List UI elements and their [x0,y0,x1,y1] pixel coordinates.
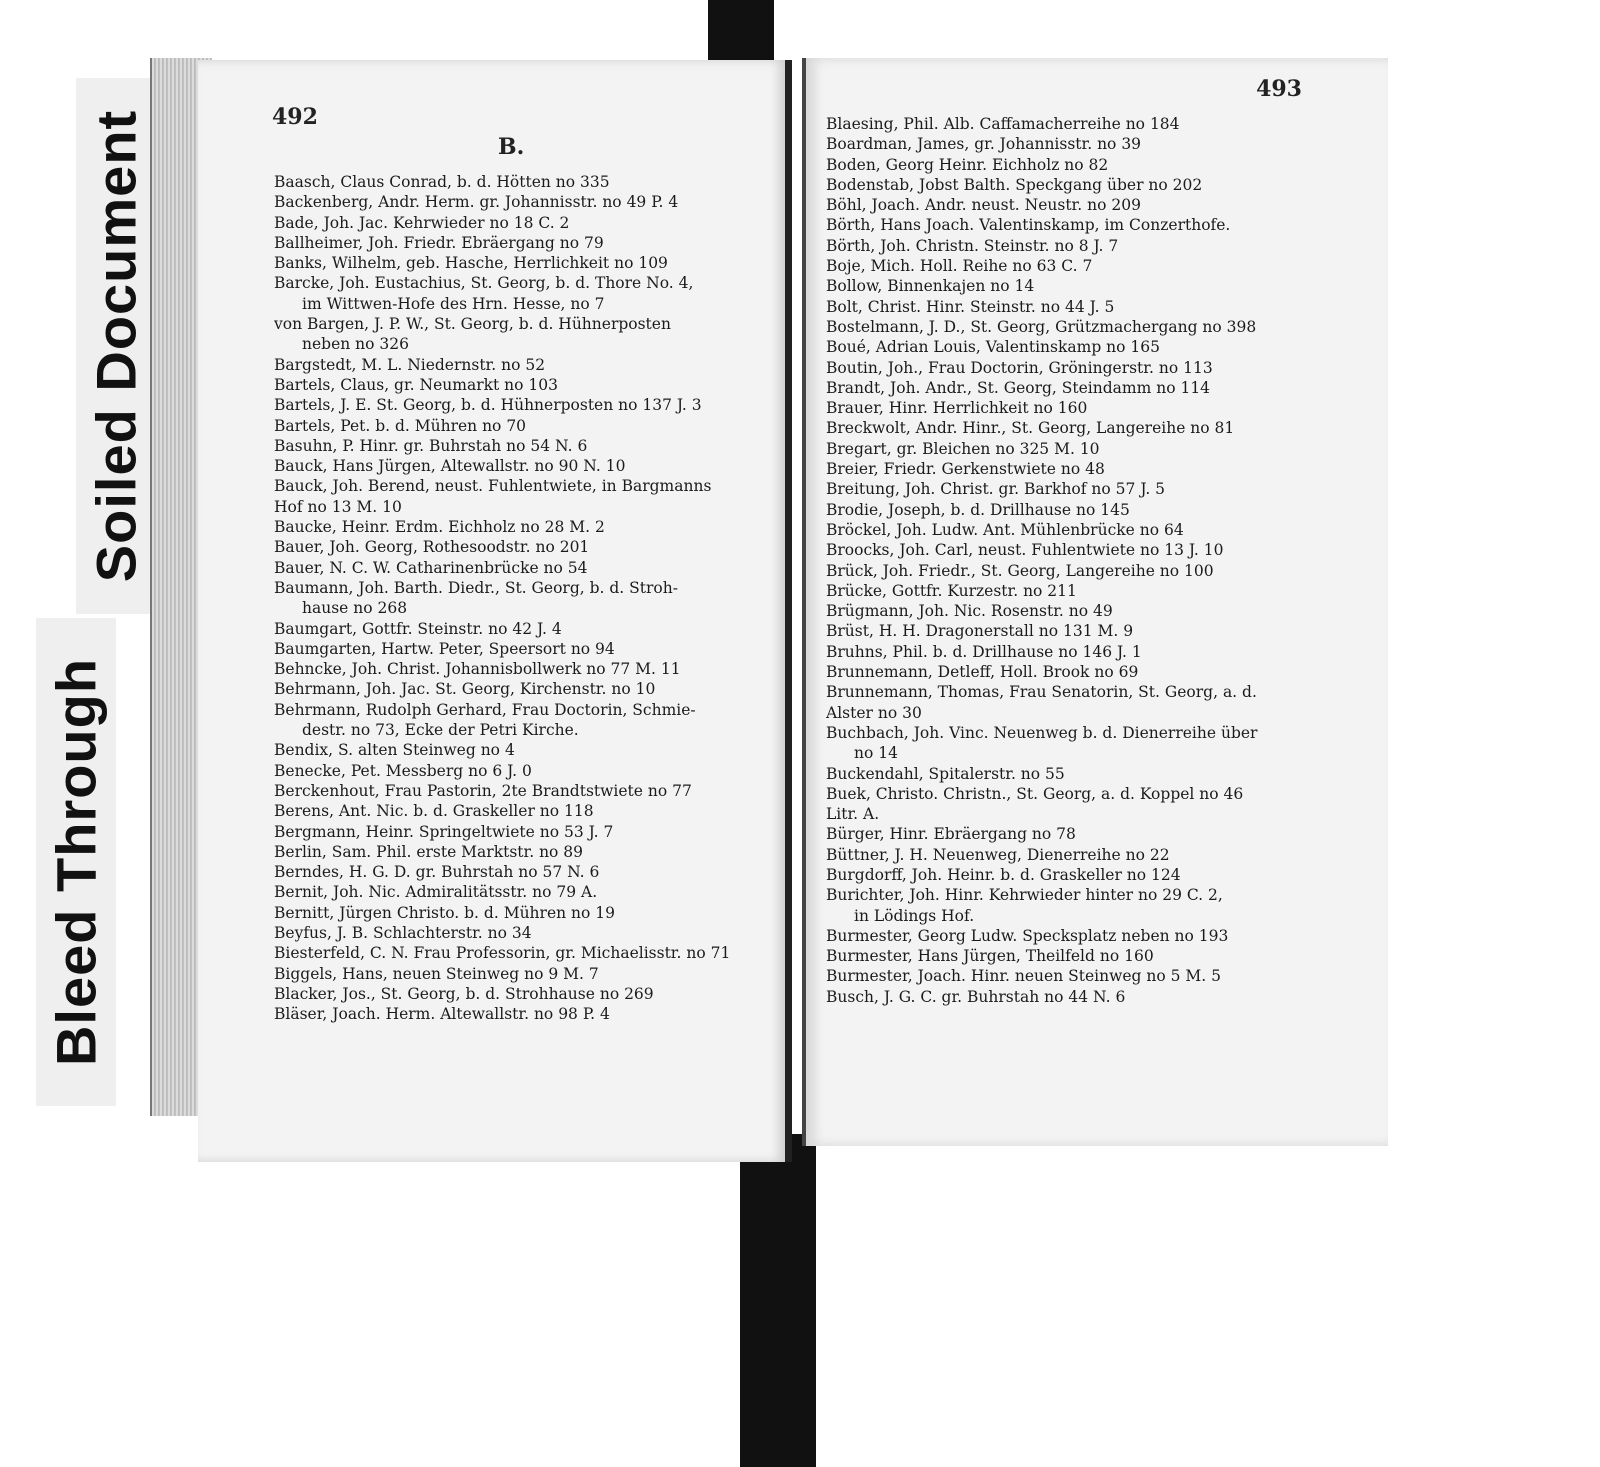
list-item: Biesterfeld, C. N. Frau Professorin, gr. Michaelisstr. no 71 [274,944,731,963]
list-item: neben no 326 [302,335,409,354]
list-item: Bläser, Joach. Herm. Altewallstr. no 98 P. 4 [274,1005,610,1024]
list-item: Buek, Christo. Christn., St. Georg, a. d. Koppel no 46 [826,784,1244,803]
list-item: Brügmann, Joh. Nic. Rosenstr. no 49 [826,602,1113,621]
list-item: Börth, Joh. Christn. Steinstr. no 8 J. 7 [826,236,1119,255]
list-item: Breitung, Joh. Christ. gr. Barkhof no 57 J. 5 [826,480,1166,499]
right-page [802,58,1388,1146]
list-item: Brücke, Gottfr. Kurzestr. no 211 [826,581,1077,600]
list-item: Burmester, Georg Ludw. Specksplatz neben no 193 [826,926,1229,945]
left-page-number: 492 [272,104,318,130]
list-item: Behncke, Joh. Christ. Johannisbollwerk no 77 M. 11 [274,660,681,679]
list-item: Burmester, Hans Jürgen, Theilfeld no 160 [826,947,1154,966]
list-item: Bauer, N. C. W. Catharinenbrücke no 54 [274,558,588,577]
list-item: Berlin, Sam. Phil. erste Marktstr. no 89 [274,842,584,861]
list-item: Bodenstab, Jobst Balth. Speckgang über no 202 [826,175,1203,194]
list-item: Boué, Adrian Louis, Valentinskamp no 165 [826,338,1160,357]
list-item: Barcke, Joh. Eustachius, St. Georg, b. d. Thore No. 4, [274,274,694,293]
list-item: Basuhn, P. Hinr. gr. Buhrstah no 54 N. 6 [274,436,588,455]
list-item: Bolt, Christ. Hinr. Steinstr. no 44 J. 5 [826,297,1115,316]
list-item: Bauck, Joh. Berend, neust. Fuhlentwiete, in Bargmanns [274,477,712,496]
list-item: Bröckel, Joh. Ludw. Ant. Mühlenbrücke no 64 [826,520,1184,539]
list-item: Baumann, Joh. Barth. Diedr., St. Georg, b. d. Stroh- [274,578,678,597]
list-item: von Bargen, J. P. W., St. Georg, b. d. Hühnerposten [274,315,671,334]
list-item: Burmester, Joach. Hinr. neuen Steinweg no 5 M. 5 [826,967,1221,986]
right-entry-list [826,114,1366,1007]
list-item: in Lödings Hof. [854,906,975,925]
list-item: Boden, Georg Heinr. Eichholz no 82 [826,155,1109,174]
list-item: Brandt, Joh. Andr., St. Georg, Steindamm no 114 [826,378,1211,397]
bleed-through-label [36,618,116,1106]
list-item: hause no 268 [302,599,408,618]
list-item: Brodie, Joseph, b. d. Drillhause no 145 [826,500,1130,519]
book-spine-bottom [740,1134,816,1467]
list-item: Bauer, Joh. Georg, Rothesoodstr. no 201 [274,538,590,557]
list-item: Brauer, Hinr. Herrlichkeit no 160 [826,399,1088,418]
list-item: Börth, Hans Joach. Valentinskamp, im Conzerthofe. [826,216,1231,235]
list-item: Buchbach, Joh. Vinc. Neuenweg b. d. Dienerreihe über [826,723,1258,742]
list-item: Bartels, Pet. b. d. Mühren no 70 [274,416,527,435]
list-item: Banks, Wilhelm, geb. Hasche, Herrlichkeit no 109 [274,254,668,273]
list-item: Berens, Ant. Nic. b. d. Graskeller no 118 [274,802,594,821]
soiled-document-text: Soiled Document [84,109,148,583]
list-item: Burgdorff, Joh. Heinr. b. d. Graskeller no 124 [826,865,1181,884]
list-item: Beyfus, J. B. Schlachterstr. no 34 [274,923,532,942]
list-item: Bruhns, Phil. b. d. Drillhause no 146 J. 1 [826,642,1142,661]
list-item: Bendix, S. alten Steinweg no 4 [274,741,515,760]
list-item: Hof no 13 M. 10 [274,497,402,516]
list-item: Breckwolt, Andr. Hinr., St. Georg, Langereihe no 81 [826,419,1235,438]
list-item: Bauck, Hans Jürgen, Altewallstr. no 90 N. 10 [274,457,626,476]
list-item: Bernitt, Jürgen Christo. b. d. Mühren no 19 [274,903,615,922]
list-item: Bostelmann, J. D., St. Georg, Grützmachergang no 398 [826,317,1257,336]
list-item: Bollow, Binnenkajen no 14 [826,277,1035,296]
list-item: Behrmann, Joh. Jac. St. Georg, Kirchenstr. no 10 [274,680,656,699]
list-item: Bartels, J. E. St. Georg, b. d. Hühnerposten no 137 J. 3 [274,396,702,415]
soiled-document-label [76,78,156,614]
list-item: Bürger, Hinr. Ebräergang no 78 [826,825,1076,844]
list-item: Berndes, H. G. D. gr. Buhrstah no 57 N. 6 [274,863,600,882]
section-heading: B. [498,134,525,160]
list-item: Berckenhout, Frau Pastorin, 2te Brandtstwiete no 77 [274,781,692,800]
list-item: Blacker, Jos., St. Georg, b. d. Strohhause no 269 [274,984,654,1003]
list-item: Bernit, Joh. Nic. Admiralitätsstr. no 79 A. [274,883,598,902]
list-item: Blaesing, Phil. Alb. Caffamacherreihe no 184 [826,115,1180,133]
list-item: Benecke, Pet. Messberg no 6 J. 0 [274,761,532,780]
list-item: Ballheimer, Joh. Friedr. Ebräergang no 79 [274,233,604,252]
list-item: Bade, Joh. Jac. Kehrwieder no 18 C. 2 [274,213,570,232]
left-page [198,60,792,1162]
list-item: Burichter, Joh. Hinr. Kehrwieder hinter no 29 C. 2, [826,886,1223,905]
list-item: Bartels, Claus, gr. Neumarkt no 103 [274,375,558,394]
list-item: Behrmann, Rudolph Gerhard, Frau Doctorin, Schmie- [274,700,696,719]
list-item: Baucke, Heinr. Erdm. Eichholz no 28 M. 2 [274,518,605,537]
list-item: Baumgarten, Hartw. Peter, Speersort no 94 [274,639,615,658]
list-item: Breier, Friedr. Gerkenstwiete no 48 [826,460,1105,479]
list-item: Baumgart, Gottfr. Steinstr. no 42 J. 4 [274,619,562,638]
list-item: Broocks, Joh. Carl, neust. Fuhlentwiete no 13 J. 10 [826,541,1224,560]
list-item: destr. no 73, Ecke der Petri Kirche. [302,721,579,740]
list-item: Bergmann, Heinr. Springeltwiete no 53 J. 7 [274,822,614,841]
list-item: Bargstedt, M. L. Niedernstr. no 52 [274,355,546,374]
list-item: Boardman, James, gr. Johannisstr. no 39 [826,135,1142,154]
list-item: Boutin, Joh., Frau Doctorin, Gröningerstr. no 113 [826,358,1213,377]
list-item: Boje, Mich. Holl. Reihe no 63 C. 7 [826,257,1093,276]
list-item: Böhl, Joach. Andr. neust. Neustr. no 209 [826,196,1141,215]
list-item: Backenberg, Andr. Herm. gr. Johannisstr. no 49 P. 4 [274,193,679,212]
list-item: no 14 [854,744,898,763]
list-item: im Wittwen-Hofe des Hrn. Hesse, no 7 [302,294,605,313]
list-item: Bregart, gr. Bleichen no 325 M. 10 [826,439,1100,458]
list-item: Brüst, H. H. Dragonerstall no 131 M. 9 [826,622,1134,641]
list-item: Busch, J. G. C. gr. Buhrstah no 44 N. 6 [826,987,1126,1006]
list-item: Büttner, J. H. Neuenweg, Dienerreihe no 22 [826,845,1170,864]
list-item: Biggels, Hans, neuen Steinweg no 9 M. 7 [274,964,599,983]
list-item: Brunnemann, Detleff, Holl. Brook no 69 [826,663,1139,682]
list-item: Baasch, Claus Conrad, b. d. Hötten no 335 [274,173,610,191]
list-item: Buckendahl, Spitalerstr. no 55 [826,764,1065,783]
left-entry-list [274,172,784,1024]
right-page-number: 493 [1256,76,1302,102]
list-item: Brunnemann, Thomas, Frau Senatorin, St. Georg, a. d. [826,683,1257,702]
list-item: Litr. A. [826,805,880,824]
bleed-through-text: Bleed Through [44,657,108,1067]
list-item: Brück, Joh. Friedr., St. Georg, Langereihe no 100 [826,561,1214,580]
list-item: Alster no 30 [826,703,922,722]
